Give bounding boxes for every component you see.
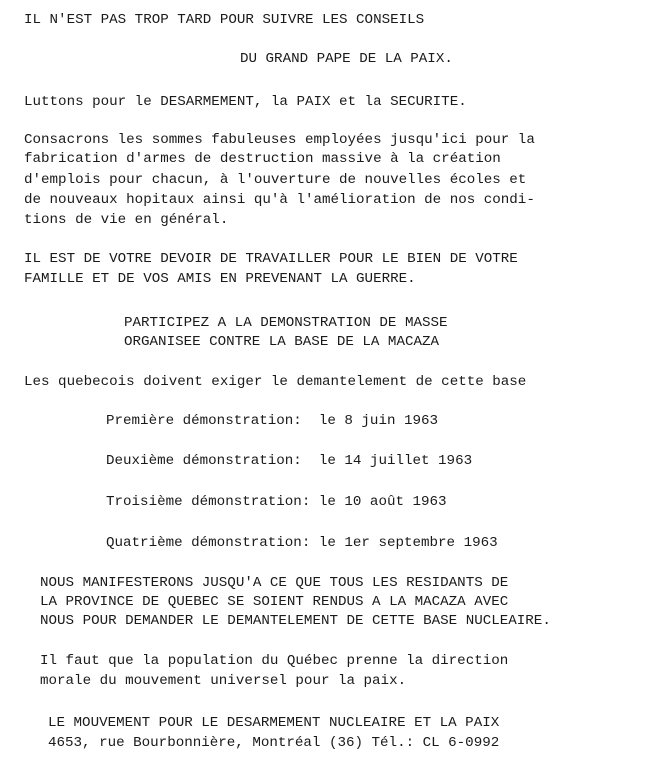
organization-name: LE MOUVEMENT POUR LE DESARMEMENT NUCLEAIRE ET LA PAIX: [48, 715, 500, 731]
closing-line: Il faut que la population du Québec prenne la direction: [40, 653, 509, 669]
slogan-line: Luttons pour le DESARMEMENT, la PAIX et la SECURITE.: [24, 94, 467, 110]
organization-address: 4653, rue Bourbonnière, Montréal (36) Tél.: CL 6-0992: [48, 735, 500, 751]
call-to-action-line: PARTICIPEZ A LA DEMONSTRATION DE MASSE: [124, 315, 448, 331]
paragraph-line: fabrication d'armes de destruction massive à la création: [24, 151, 501, 167]
demand-line: Les quebecois doivent exiger le demantelement de cette base: [24, 374, 527, 390]
closing-line: morale du mouvement universel pour la paix.: [40, 673, 407, 689]
paragraph-line: Consacrons les sommes fabuleuses employées jusqu'ici pour la: [24, 132, 535, 148]
manifest-line: NOUS POUR DEMANDER LE DEMANTELEMENT DE CETTE BASE NUCLEAIRE.: [40, 613, 551, 629]
paragraph-line: d'emplois pour chacun, à l'ouverture de nouvelles écoles et: [24, 172, 527, 188]
paragraph-line: de nouveaux hopitaux ainsi qu'à l'amélioration de nos condi-: [24, 192, 535, 208]
duty-line: IL EST DE VOTRE DEVOIR DE TRAVAILLER POUR LE BIEN DE VOTRE: [24, 251, 518, 267]
manifest-line: NOUS MANIFESTERONS JUSQU'A CE QUE TOUS LES RESIDANTS DE: [40, 575, 509, 591]
manifest-line: LA PROVINCE DE QUEBEC SE SOIENT RENDUS A LA MACAZA AVEC: [40, 594, 509, 610]
duty-line: FAMILLE ET DE VOS AMIS EN PREVENANT LA GUERRE.: [24, 271, 416, 287]
demonstration-date-2: Deuxième démonstration: le 14 juillet 1963: [106, 453, 473, 469]
header-line-2: DU GRAND PAPE DE LA PAIX.: [240, 51, 453, 67]
paragraph-line: tions de vie en général.: [24, 212, 229, 228]
demonstration-date-4: Quatrième démonstration: le 1er septembre 1963: [106, 535, 498, 551]
call-to-action-line: ORGANISEE CONTRE LA BASE DE LA MACAZA: [124, 334, 440, 350]
demonstration-date-3: Troisième démonstration: le 10 août 1963: [106, 494, 447, 510]
demonstration-date-1: Première démonstration: le 8 juin 1963: [106, 413, 439, 429]
header-line-1: IL N'EST PAS TROP TARD POUR SUIVRE LES CONSEILS: [24, 12, 425, 28]
